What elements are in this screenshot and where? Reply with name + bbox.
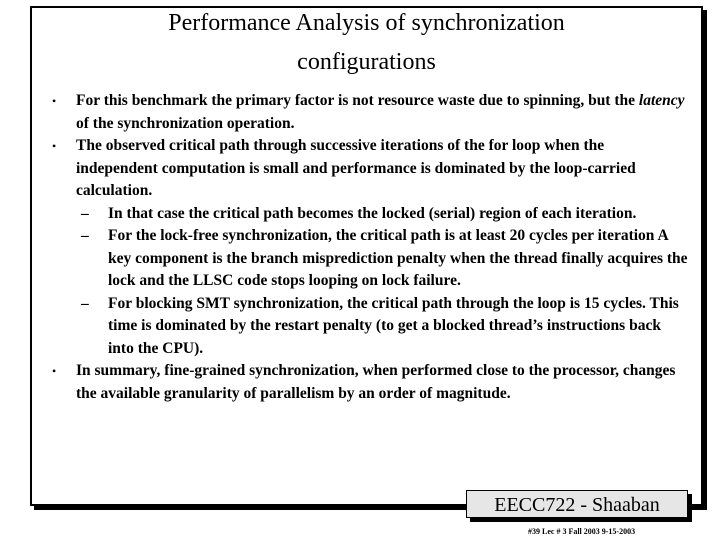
title-line-2: configurations [297, 49, 436, 75]
title-line-1: Performance Analysis of synchronization [168, 10, 565, 36]
bullet-list [48, 90, 688, 405]
footer-label: EECC722 - Shaaban [466, 490, 688, 518]
sub-bullet-item [48, 225, 688, 293]
bullet-icon: • [52, 139, 57, 153]
bullet-text-continued: of the synchronization operation. [76, 114, 295, 132]
bullet-text: In summary, fine-grained synchronization, when performed close to the processor, changes the available granularity of parallelism by an order of magnitude. [76, 362, 676, 402]
dash-icon: – [81, 227, 89, 244]
bullet-text: For this benchmark the primary factor is not resource waste due to spinning, but the [76, 92, 639, 109]
sub-bullet-item [48, 293, 688, 361]
sub-bullet-text: In that case the critical path becomes the locked (serial) region of each iteration. [108, 204, 637, 222]
bullet-icon: • [52, 364, 57, 378]
dash-icon: – [81, 204, 89, 222]
bullet-item [48, 135, 688, 203]
dash-icon: – [81, 294, 89, 312]
bullet-emphasis: latency [638, 92, 685, 109]
sub-bullet-text: For the lock-free synchronization, the critical path is at least 20 cycles per iteration A key component is the branch misprediction penalty when the thread finally acquires the lock and the LLSC code stops looping on lock failure. [108, 227, 688, 289]
sub-bullet-text: For blocking SMT synchronization, the critical path through the loop is 15 cycles. This time is dominated by the restart penalty (to get a blocked thread’s instructions back into the CPU). [108, 294, 679, 357]
sub-bullet-item [48, 203, 688, 226]
slide-title [30, 4, 703, 82]
footer-label-box [466, 490, 688, 522]
bullet-item [48, 90, 688, 135]
footer-meta: #39 Lec # 3 Fall 2003 9-15-2003 [528, 527, 636, 536]
bullet-text: The observed critical path through successive iterations of the for loop when the independent computation is small and performance is dominated by the loop-carried calculation. [76, 137, 636, 199]
bullet-item [48, 360, 688, 405]
bullet-icon: • [52, 94, 57, 108]
